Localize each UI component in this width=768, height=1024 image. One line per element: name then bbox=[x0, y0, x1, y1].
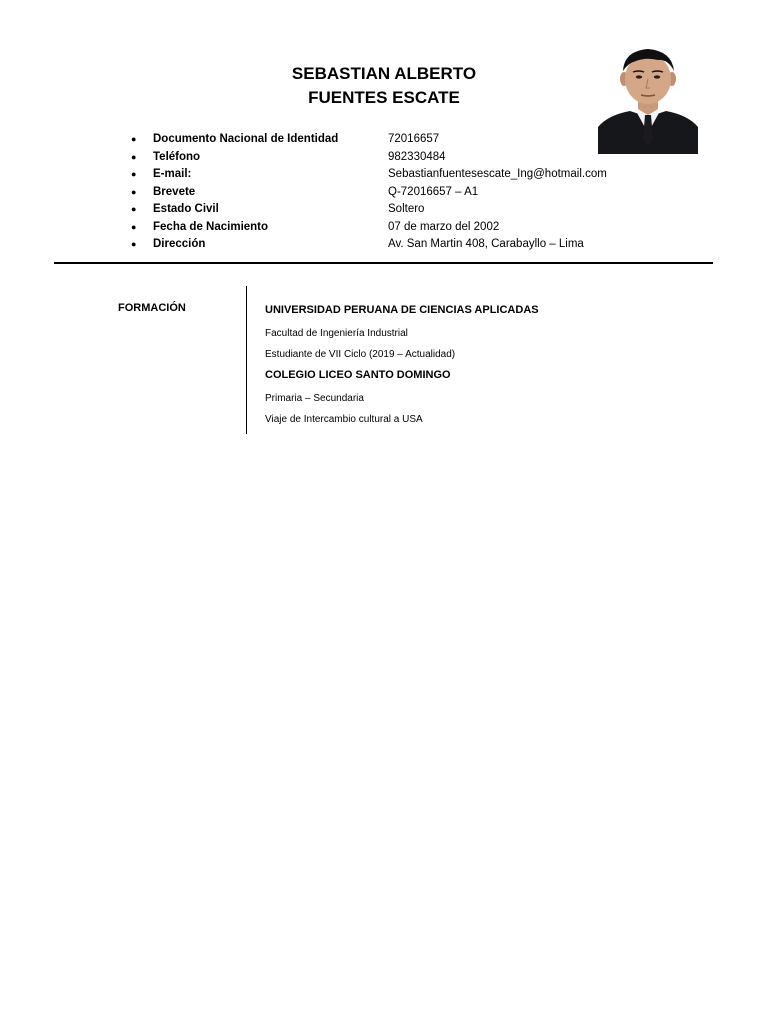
info-label: Brevete bbox=[153, 185, 196, 198]
school-extra: Viaje de Intercambio cultural a USA bbox=[265, 414, 423, 425]
bullet-icon: ● bbox=[131, 134, 137, 144]
info-label: Dirección bbox=[153, 238, 206, 250]
info-value: Soltero bbox=[388, 203, 425, 215]
info-value: 982330484 bbox=[388, 150, 446, 163]
info-row-birth-date bbox=[0, 219, 768, 237]
bullet-icon: ● bbox=[131, 186, 137, 197]
university-name: UNIVERSIDAD PERUANA DE CIENCIAS APLICADAS bbox=[265, 304, 539, 316]
info-row-marital-status bbox=[0, 201, 768, 219]
bullet-icon: ● bbox=[131, 239, 137, 249]
info-value: Sebastianfuentesescate_Ing@hotmail.com bbox=[388, 168, 607, 180]
info-label: Fecha de Nacimiento bbox=[153, 220, 269, 233]
university-faculty: Facultad de Ingeniería Industrial bbox=[265, 328, 408, 339]
info-label: Estado Civil bbox=[153, 203, 219, 215]
university-status: Estudiante de VII Ciclo (2019 – Actualidad) bbox=[265, 349, 456, 360]
info-row-address bbox=[0, 236, 768, 254]
bullet-icon: ● bbox=[131, 169, 137, 179]
info-row-email bbox=[0, 166, 768, 184]
school-name: COLEGIO LICEO SANTO DOMINGO bbox=[265, 369, 451, 381]
info-row-license bbox=[0, 184, 768, 202]
info-row-phone bbox=[0, 149, 768, 167]
formation-section-label: FORMACIÓN bbox=[118, 302, 186, 314]
vertical-divider bbox=[246, 286, 247, 434]
info-value: Q-72016657 – A1 bbox=[388, 185, 479, 198]
bullet-icon: ● bbox=[131, 221, 137, 232]
info-value: 72016657 bbox=[388, 133, 440, 145]
candidate-last-names: FUENTES ESCATE bbox=[308, 88, 460, 107]
info-row-dni bbox=[0, 131, 768, 149]
info-label: Teléfono bbox=[153, 150, 201, 163]
info-label: E-mail: bbox=[153, 168, 192, 180]
bullet-icon: ● bbox=[131, 204, 137, 214]
bullet-icon: ● bbox=[131, 151, 137, 162]
info-label: Documento Nacional de Identidad bbox=[153, 133, 339, 145]
section-divider bbox=[54, 262, 713, 264]
info-value: 07 de marzo del 2002 bbox=[388, 220, 500, 233]
personal-info-list bbox=[0, 131, 768, 254]
candidate-first-names: SEBASTIAN ALBERTO bbox=[291, 64, 477, 83]
school-level: Primaria – Secundaria bbox=[265, 393, 364, 404]
info-value: Av. San Martin 408, Carabayllo – Lima bbox=[388, 238, 584, 250]
